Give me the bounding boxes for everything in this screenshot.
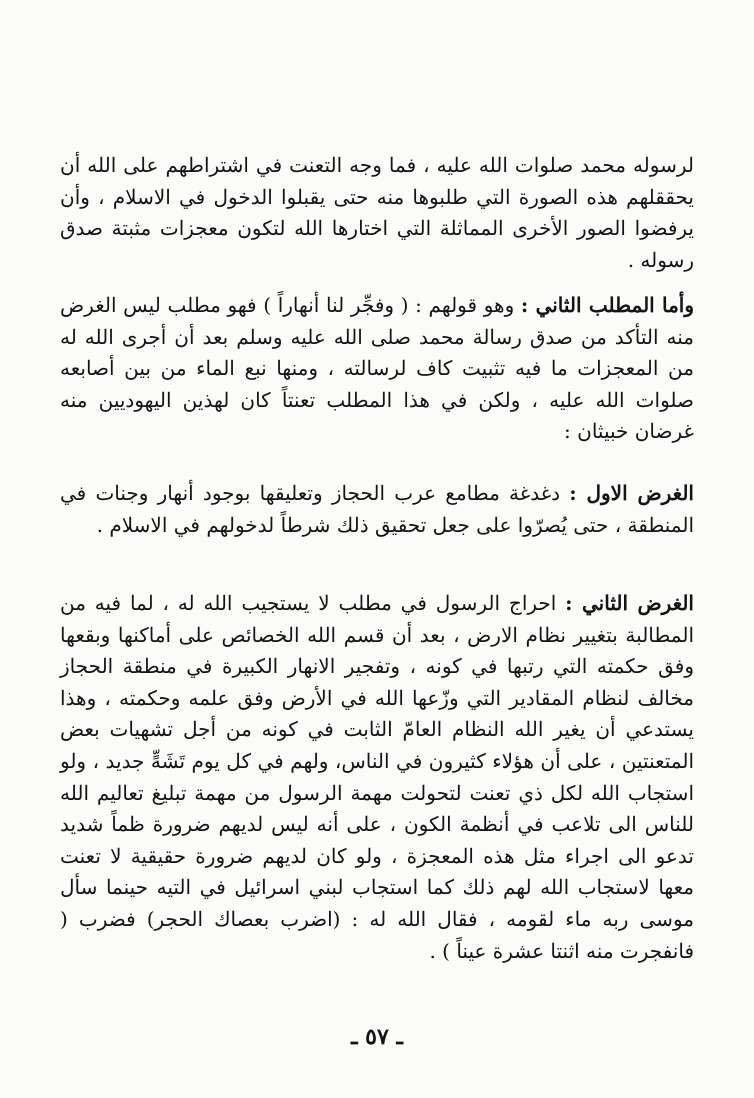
paragraph-lead: الغرض الثاني : [565,591,694,615]
paragraph-continuation [60,150,694,276]
paragraph-body: احراج الرسول في مطلب لا يستجيب الله له ، لما فيه من المطالبة بتغيير نظام الارض ، بعد أن قسم الله الخصائص على أماكنها وبقعها وفق حكمته التي رتبها في كونه ، وتفجير الانهار الكبيرة في منطقة الحجاز مخالف لنظام المقادير التي وزّعها الله في الأرض وفق علمه وحكمته ، وهذا يستدعي أن يغير الله النظام العامّ الثابت في كونه من أجل تشهيات بعض المتعنتين ، على أن هؤلاء كثيرون في الناس، ولهم في كل يوم تَشَهٍّ جديد ، ولو استجاب الله لكل ذي تعنت لتحولت مهمة الرسول من مهمة تبليغ تعاليم الله للناس الى تلاعب في أنظمة الكون ، على أنه ليس لديهم ضرورة ظماً شديد تدعو الى اجراء مثل هذه المعجزة ، ولو كان لديهم ضرورة حقيقية لا تعنت معها لاستجاب الله لهم ذلك كما استجاب لبني اسرائيل في التيه حينما سأل موسى ربه ماء لقومه ، فقال الله له : (اضرب بعصاك الحجر) فضرب ( فانفجرت منه اثنتا عشرة عيناً ) . [60,591,694,963]
paragraph-second-demand [60,290,694,448]
paragraph-second-purpose [60,588,694,967]
paragraph-lead: وأما المطلب الثاني : [520,293,694,317]
paragraph-lead: الغرض الاول : [569,481,694,505]
paragraph-body: وهو قولهم : ( وفجِّر لنا أنهاراً ) فهو مطلب ليس الغرض منه التأكد من صدق رسالة محمد صلى الله عليه وسلم بعد أن أجرى الله له من المعجزات ما فيه تثبيت كاف لرسالته ، ومنها نبع الماء من بين أصابعه صلوات الله عليه ، ولكن في هذا المطلب تعنتاً كان لهذين اليهوديين منه غرضان خبيثان : [60,293,694,444]
paragraph-first-purpose [60,478,694,541]
page-number: ـ ٥٧ ـ [351,1024,403,1050]
paragraph-body: لرسوله محمد صلوات الله عليه ، فما وجه التعنت في اشتراطهم على الله أن يحققلهم هذه الصورة التي طلبوها منه حتى يقبلوا الدخول في الاسلام ، وأن يرفضوا الصور الأخرى المماثلة التي اختارها الله لتكون معجزات مثبتة صدق رسوله . [60,153,694,272]
paragraph-body: دغدغة مطامع عرب الحجاز وتعليقها بوجود أنهار وجنات في المنطقة ، حتى يُصرّوا على جعل تحقيق ذلك شرطاً لدخولهم في الاسلام . [60,481,694,537]
